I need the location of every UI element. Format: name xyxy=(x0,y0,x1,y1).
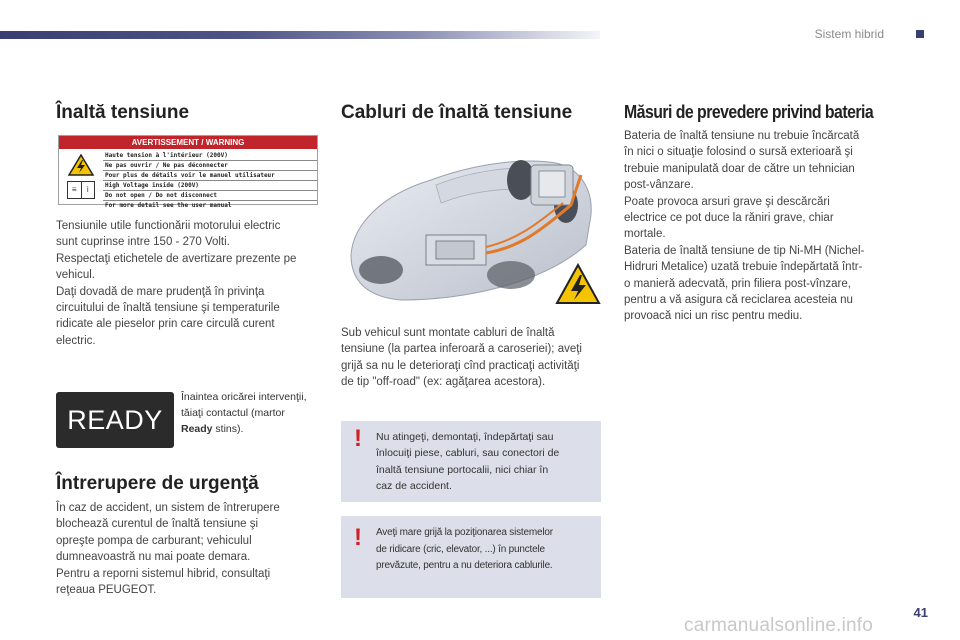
warning-note-box xyxy=(341,516,601,598)
text-line: Aveţi mare grijă la poziţionarea sistemelor xyxy=(376,527,553,538)
ready-note-tail: stins). xyxy=(212,423,244,435)
text-line: dumneavoastră nu mai poate demara. xyxy=(56,551,251,564)
warning-note-box xyxy=(341,421,601,502)
text-line: Daţi dovadă de mare prudenţă în privinţa xyxy=(56,285,265,298)
header-corner-square xyxy=(916,30,924,38)
car-hv-cable-illustration xyxy=(341,135,603,315)
text-line: Tensiunile utile functionării motorului electric xyxy=(56,220,281,232)
text-line: pentru a vă asigura că reciclarea acesteia nu xyxy=(624,294,853,307)
text-line: sunt cuprinse intre 150 - 270 Volti. xyxy=(56,236,230,249)
text-line: caz de accident. xyxy=(376,480,452,493)
text-line: În caz de accident, un sistem de întrerupere xyxy=(56,502,280,514)
text-line: în nici o situaţie folosind o sursă exterioară şi xyxy=(624,146,853,159)
heading-high-voltage: Înaltă tensiune xyxy=(56,102,190,123)
manual-book-icon: ≡ i xyxy=(67,181,95,199)
text-line: vehicul. xyxy=(56,269,95,282)
text-line: Înaintea oricărei intervenţii, xyxy=(181,391,307,403)
text-line: mortale. xyxy=(624,228,666,241)
text-line: Bateria de înaltă tensiune nu trebuie încărcată xyxy=(624,130,860,142)
text-line: prevăzute, pentru a nu deteriora cablurile. xyxy=(376,560,553,571)
warning-label-heading: AVERTISSEMENT / WARNING xyxy=(59,136,317,149)
warning-label-row: Pour plus de détails voir le manuel utilisateur xyxy=(103,171,317,181)
watermark-text: carmanualsonline.info xyxy=(684,615,874,636)
battery-paragraph xyxy=(624,128,889,325)
text-line: Nu atingeţi, demontaţi, îndepărtaţi sau xyxy=(376,431,554,443)
text-line: de tip "off-road" (ex: agăţarea acestora). xyxy=(341,376,546,389)
text-line: Pentru a reporni sistemul hibrid, consultaţi xyxy=(56,567,271,580)
text-line: trebuie manipulată doar de către un tehnician xyxy=(624,162,855,175)
high-voltage-icon xyxy=(557,265,599,303)
exclamation-icon: ! xyxy=(354,524,362,551)
text-line: opreşte pompa de carburant; vehiculul xyxy=(56,534,252,547)
warning-label-row: Do not open / Do not disconnect xyxy=(103,191,317,201)
emergency-paragraph xyxy=(56,500,318,598)
text-line: o manieră adecvată, prin filiera post-vînzare, xyxy=(624,277,851,290)
text-line: electrice ce pot duce la răniri grave, chiar xyxy=(624,212,834,225)
page-number: 41 xyxy=(913,605,928,620)
header-accent-bar xyxy=(0,31,600,39)
text-line: Poate provoca arsuri grave şi descărcări xyxy=(624,195,830,208)
text-line: înlocuiţi piese, cabluri, sau conectori de xyxy=(376,447,560,460)
ready-indicator-badge: READY xyxy=(56,392,174,448)
section-title: Sistem hibrid xyxy=(814,27,884,41)
text-line: de ridicare (cric, elevator, ...) în punctele xyxy=(376,543,545,555)
high-voltage-paragraph xyxy=(56,218,318,349)
text-line: blochează curentul de înaltă tensiune şi xyxy=(56,518,259,531)
text-line: electric. xyxy=(56,334,96,347)
hv-cables-paragraph xyxy=(341,325,603,391)
text-line: tensiune (la partea inferoară a caroseriei); aveţi xyxy=(341,343,582,356)
warning-label-row: For more detail see the user manual xyxy=(105,202,232,209)
exclamation-icon: ! xyxy=(354,425,362,452)
text-line: Bateria de înaltă tensiune de tip Ni-MH (Nichel- xyxy=(624,244,865,257)
heading-hv-cables: Cabluri de înaltă tensiune xyxy=(341,102,573,123)
text-line: Hidruri Metalice) uzată trebuie îndepărtată într- xyxy=(624,261,863,274)
text-line: ridicate ale pieselor prin care circulă curent xyxy=(56,318,275,331)
text-line: Respectaţi etichetele de avertizare prezente pe xyxy=(56,252,297,265)
warning-note-text xyxy=(376,429,598,495)
text-line: Sub vehicul sunt montate cabluri de înaltă xyxy=(341,327,555,339)
text-line: grijă sa nu le deterioraţi cînd practicaţi activităţi xyxy=(341,359,580,372)
text-line: tăiaţi contactul (martor xyxy=(181,407,285,419)
warning-label-row: High Voltage inside (200V) xyxy=(103,181,317,191)
text-line: reţeaua PEUGEOT. xyxy=(56,584,157,597)
ready-note xyxy=(181,389,321,437)
warning-note-text xyxy=(376,525,598,575)
text-line: circuitului de înaltă tensiune şi temperaturile xyxy=(56,302,280,315)
text-line: provoacă nici un risc pentru mediu. xyxy=(624,310,803,323)
warning-label-row: Ne pas ouvrir / Ne pas déconnecter xyxy=(103,161,317,171)
text-line: înaltă tensiune portocalii, nici chiar în xyxy=(376,463,549,476)
warning-label-image xyxy=(58,135,318,209)
high-voltage-icon xyxy=(68,154,94,176)
ready-bold-word: Ready xyxy=(181,423,213,435)
heading-emergency-cutoff: Întrerupere de urgenţă xyxy=(56,473,259,494)
warning-label-row: Haute tension à l'intérieur (200V) xyxy=(103,151,317,161)
heading-battery-precautions: Măsuri de prevedere privind bateria xyxy=(624,102,874,122)
text-line: post-vânzare. xyxy=(624,179,694,192)
